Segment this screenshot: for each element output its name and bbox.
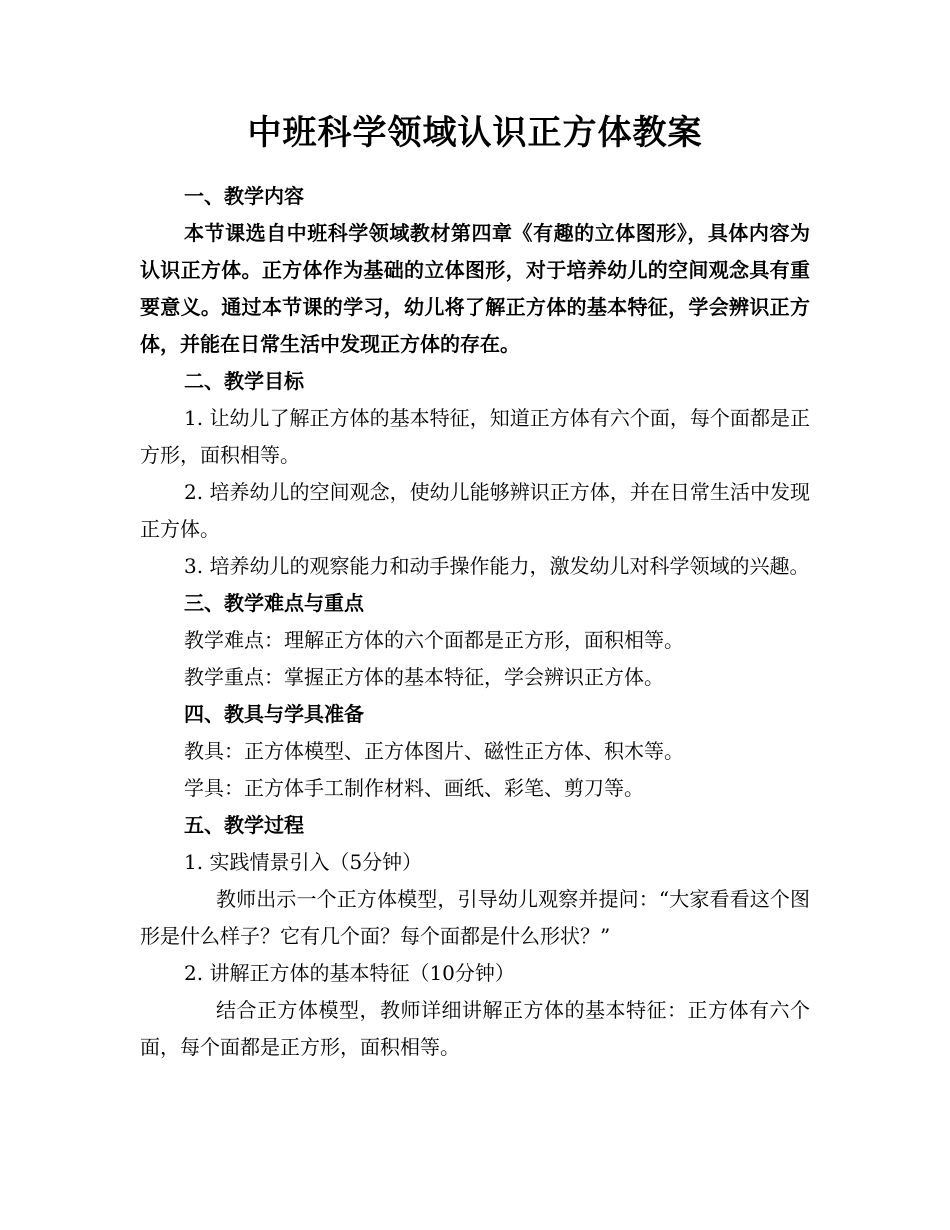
- teacher-tools: 教具：正方体模型、正方体图片、磁性正方体、积木等。: [184, 739, 684, 763]
- objective-item-2: 2. 培养幼儿的空间观念，使幼儿能够辨识正方体，并在日常生活中发现正方体。: [140, 480, 810, 541]
- process-step-1-title: 1. 实践情景引入（5分钟）: [184, 850, 423, 874]
- section-content-paragraph: 本节课选自中班科学领域教材第四章《有趣的立体图形》，具体内容为认识正方体。正方体作为基础的立体图形，对于培养幼儿的空间观念具有重要意义。通过本节课的学习，幼儿将了解正方体的基本特征，学会辨识正方体，并能在日常生活中发现正方体的存在。: [140, 221, 810, 356]
- student-tools: 学具：正方体手工制作材料、画纸、彩笔、剪刀等。: [184, 776, 644, 800]
- process-step-2-body: 结合正方体模型，教师详细讲解正方体的基本特征：正方体有六个面，每个面都是正方形，面积相等。: [140, 998, 810, 1059]
- process-step-2-title: 2. 讲解正方体的基本特征（10分钟）: [184, 961, 515, 985]
- section-heading-content: 一、教学内容: [184, 184, 304, 208]
- document-page: [140, 108, 810, 1066]
- section-heading-tools: 四、教具与学具准备: [184, 702, 364, 726]
- page-title: 中班科学领域认识正方体教案: [247, 113, 703, 153]
- process-step-1-body: 教师出示一个正方体模型，引导幼儿观察并提问：“大家看看这个图形是什么样子？它有几个面？每个面都是什么形状？”: [140, 887, 810, 948]
- objective-item-1: 1. 让幼儿了解正方体的基本特征，知道正方体有六个面，每个面都是正方形，面积相等。: [140, 406, 810, 467]
- teaching-difficulty: 教学难点：理解正方体的六个面都是正方形，面积相等。: [184, 628, 684, 652]
- teaching-key-point: 教学重点：掌握正方体的基本特征，学会辨识正方体。: [184, 665, 664, 689]
- section-heading-objectives: 二、教学目标: [184, 369, 304, 393]
- section-heading-process: 五、教学过程: [184, 813, 304, 837]
- objective-item-3: 3. 培养幼儿的观察能力和动手操作能力，激发幼儿对科学领域的兴趣。: [184, 554, 810, 578]
- section-heading-difficulty: 三、教学难点与重点: [184, 591, 364, 615]
